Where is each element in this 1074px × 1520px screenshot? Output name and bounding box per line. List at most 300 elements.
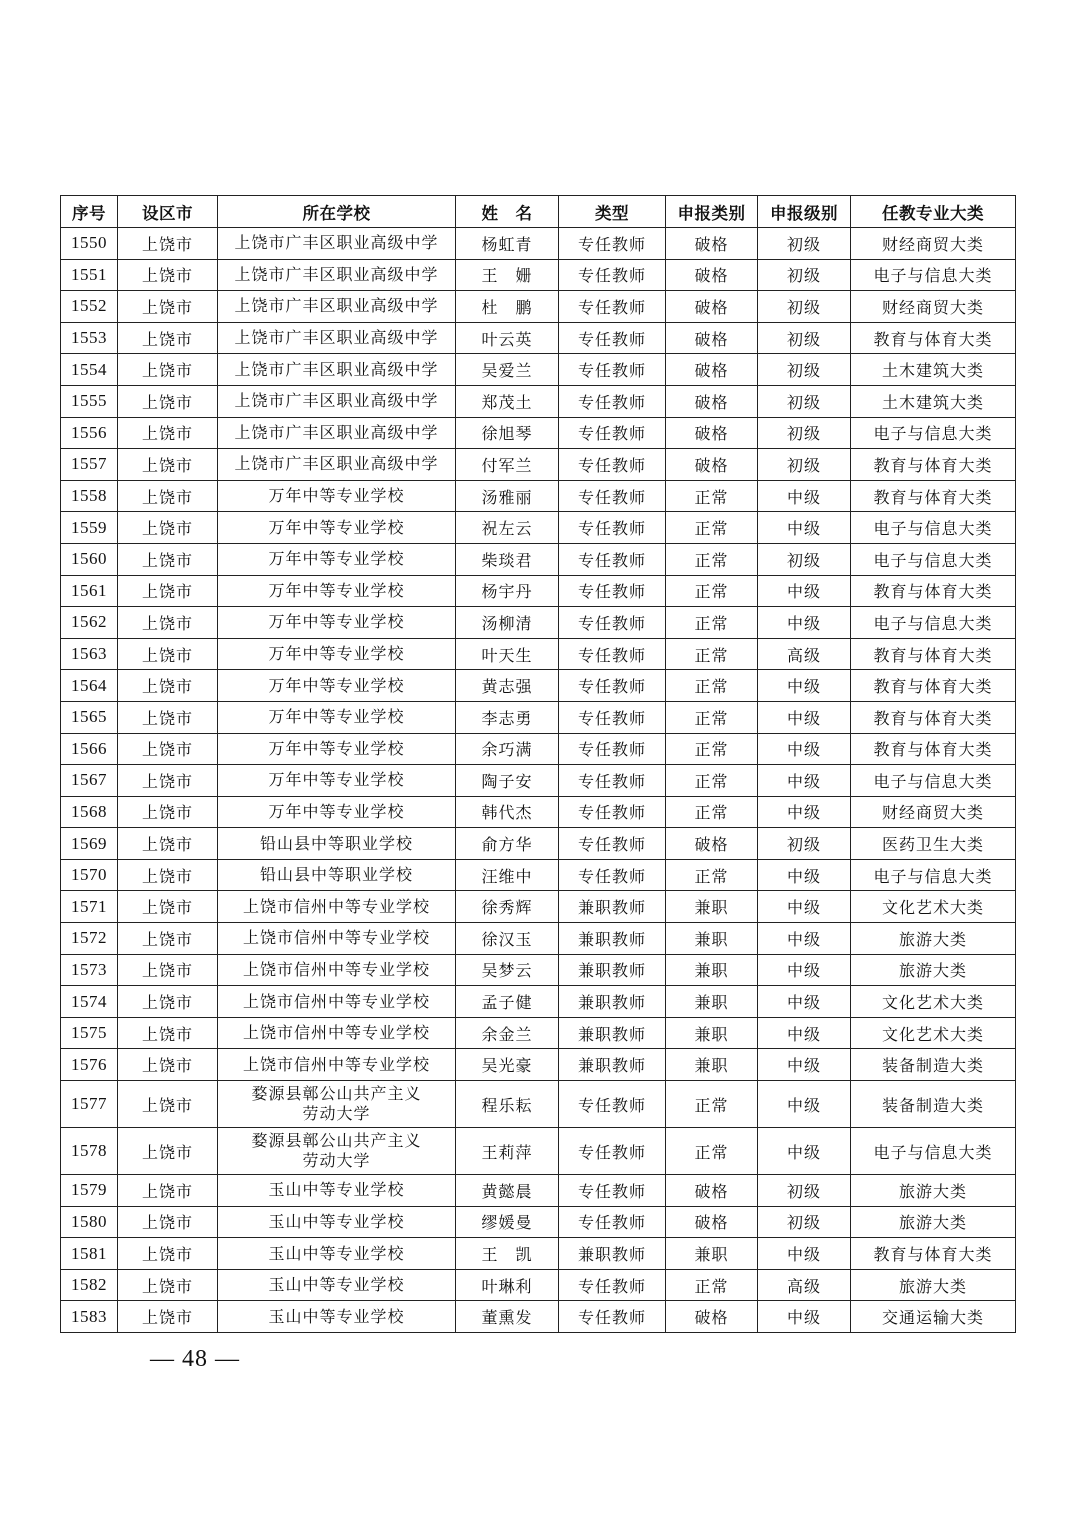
cell-type: 专任教师 [559,607,666,639]
cell-type: 专任教师 [559,670,666,702]
cell-school [218,1049,456,1081]
cell-major: 教育与体育大类 [851,575,1016,607]
cell-level: 初级 [758,1206,851,1238]
cell-major: 电子与信息大类 [851,512,1016,544]
cell-name: 汤柳清 [456,607,559,639]
cell-level: 初级 [758,828,851,860]
school-line: 上饶市信州中等专业学校 [242,1023,430,1043]
cell-city: 上饶市 [118,923,218,955]
cell-level: 初级 [758,259,851,291]
cell-school [218,291,456,323]
cell-level: 中级 [758,986,851,1018]
cell-category: 兼职 [666,954,758,986]
cell-major: 旅游大类 [851,1206,1016,1238]
cell-category: 破格 [666,228,758,260]
cell-category: 正常 [666,575,758,607]
cell-serial: 1557 [61,449,118,481]
table-row [61,607,1016,639]
school-line: 上饶市广丰区职业高级中学 [234,296,439,316]
cell-school [218,543,456,575]
cell-category: 正常 [666,765,758,797]
cell-school [218,417,456,449]
cell-category: 兼职 [666,891,758,923]
cell-level: 初级 [758,449,851,481]
cell-name: 徐秀辉 [456,891,559,923]
cell-level: 中级 [758,891,851,923]
cell-major: 教育与体育大类 [851,733,1016,765]
cell-serial: 1575 [61,1017,118,1049]
table-row [61,1206,1016,1238]
cell-city: 上饶市 [118,701,218,733]
cell-name: 付军兰 [456,449,559,481]
table-row [61,1017,1016,1049]
cell-major: 教育与体育大类 [851,480,1016,512]
cell-category: 破格 [666,828,758,860]
header-type: 类型 [559,196,666,228]
cell-city: 上饶市 [118,796,218,828]
cell-name: 俞方华 [456,828,559,860]
cell-name: 李志勇 [456,701,559,733]
cell-serial: 1580 [61,1206,118,1238]
table-row [61,512,1016,544]
cell-level: 中级 [758,1301,851,1333]
cell-level: 中级 [758,859,851,891]
cell-category: 破格 [666,417,758,449]
table-row [61,1238,1016,1270]
cell-city: 上饶市 [118,449,218,481]
cell-name: 吴爱兰 [456,354,559,386]
cell-serial: 1574 [61,986,118,1018]
school-line: 万年中等专业学校 [268,675,405,695]
cell-school [218,1269,456,1301]
school-line: 万年中等专业学校 [268,612,405,632]
cell-major: 电子与信息大类 [851,1128,1016,1175]
cell-level: 初级 [758,543,851,575]
cell-major: 教育与体育大类 [851,322,1016,354]
school-line: 万年中等专业学校 [268,580,405,600]
table-row [61,701,1016,733]
cell-category: 破格 [666,259,758,291]
cell-type: 兼职教师 [559,923,666,955]
cell-level: 中级 [758,701,851,733]
cell-serial: 1554 [61,354,118,386]
school-line: 上饶市广丰区职业高级中学 [234,328,439,348]
cell-major: 财经商贸大类 [851,796,1016,828]
header-major: 任教专业大类 [851,196,1016,228]
cell-category: 正常 [666,512,758,544]
cell-type: 兼职教师 [559,891,666,923]
cell-city: 上饶市 [118,1269,218,1301]
header-row [61,196,1016,228]
cell-level: 初级 [758,322,851,354]
cell-serial: 1581 [61,1238,118,1270]
cell-name: 徐旭琴 [456,417,559,449]
cell-serial: 1571 [61,891,118,923]
cell-type: 专任教师 [559,512,666,544]
header-city: 设区市 [118,196,218,228]
header-school: 所在学校 [218,196,456,228]
table-row [61,354,1016,386]
cell-name: 叶云英 [456,322,559,354]
school-line: 婺源县鄣公山共产主义 [251,1131,422,1151]
cell-name: 杜 鹏 [456,291,559,323]
cell-type: 兼职教师 [559,986,666,1018]
cell-category: 正常 [666,543,758,575]
cell-type: 兼职教师 [559,954,666,986]
cell-serial: 1577 [61,1081,118,1128]
cell-major: 文化艺术大类 [851,1017,1016,1049]
cell-serial: 1558 [61,480,118,512]
school-line: 上饶市信州中等专业学校 [242,928,430,948]
cell-name: 徐汉玉 [456,923,559,955]
table-row [61,1175,1016,1207]
cell-school [218,1301,456,1333]
cell-school [218,796,456,828]
table-row [61,449,1016,481]
cell-level: 中级 [758,512,851,544]
cell-level: 中级 [758,1017,851,1049]
cell-school [218,1017,456,1049]
cell-city: 上饶市 [118,1017,218,1049]
cell-serial: 1563 [61,638,118,670]
table-row [61,1081,1016,1128]
cell-category: 破格 [666,291,758,323]
cell-school [218,1081,456,1128]
cell-category: 破格 [666,385,758,417]
cell-type: 专任教师 [559,1301,666,1333]
cell-school [218,385,456,417]
school-line: 上饶市广丰区职业高级中学 [234,454,439,474]
cell-city: 上饶市 [118,259,218,291]
cell-name: 董熏发 [456,1301,559,1333]
school-line: 上饶市广丰区职业高级中学 [234,233,439,253]
header-level: 申报级别 [758,196,851,228]
cell-level: 初级 [758,385,851,417]
cell-city: 上饶市 [118,1081,218,1128]
cell-school [218,765,456,797]
cell-level: 中级 [758,796,851,828]
cell-school [218,259,456,291]
cell-level: 中级 [758,923,851,955]
cell-type: 兼职教师 [559,1017,666,1049]
cell-school [218,228,456,260]
cell-major: 电子与信息大类 [851,417,1016,449]
table-row [61,259,1016,291]
cell-school [218,480,456,512]
table-row [61,291,1016,323]
cell-serial: 1566 [61,733,118,765]
cell-category: 正常 [666,638,758,670]
cell-type: 专任教师 [559,1206,666,1238]
cell-serial: 1565 [61,701,118,733]
cell-type: 专任教师 [559,1081,666,1128]
cell-name: 吴光豪 [456,1049,559,1081]
cell-city: 上饶市 [118,859,218,891]
cell-city: 上饶市 [118,322,218,354]
cell-name: 韩代杰 [456,796,559,828]
cell-level: 初级 [758,291,851,323]
cell-category: 破格 [666,322,758,354]
cell-level: 初级 [758,417,851,449]
cell-category: 兼职 [666,1017,758,1049]
cell-major: 装备制造大类 [851,1081,1016,1128]
cell-serial: 1556 [61,417,118,449]
cell-name: 孟子健 [456,986,559,1018]
cell-type: 专任教师 [559,417,666,449]
school-line: 玉山中等专业学校 [268,1180,405,1200]
cell-school [218,512,456,544]
cell-category: 兼职 [666,1238,758,1270]
cell-category: 破格 [666,354,758,386]
table-row [61,828,1016,860]
cell-city: 上饶市 [118,1206,218,1238]
school-line: 万年中等专业学校 [268,549,405,569]
school-line: 玉山中等专业学校 [268,1211,405,1231]
school-line: 玉山中等专业学校 [268,1243,405,1263]
header-serial: 序号 [61,196,118,228]
table-row [61,385,1016,417]
cell-name: 程乐耘 [456,1081,559,1128]
cell-city: 上饶市 [118,828,218,860]
cell-serial: 1551 [61,259,118,291]
school-line: 上饶市广丰区职业高级中学 [234,264,439,284]
cell-city: 上饶市 [118,291,218,323]
cell-type: 专任教师 [559,480,666,512]
cell-serial: 1578 [61,1128,118,1175]
cell-city: 上饶市 [118,765,218,797]
cell-major: 电子与信息大类 [851,607,1016,639]
table-row [61,765,1016,797]
cell-school [218,638,456,670]
cell-major: 旅游大类 [851,1175,1016,1207]
cell-level: 中级 [758,607,851,639]
cell-major: 装备制造大类 [851,1049,1016,1081]
table-row [61,670,1016,702]
table-row [61,322,1016,354]
cell-major: 旅游大类 [851,954,1016,986]
cell-serial: 1576 [61,1049,118,1081]
cell-category: 正常 [666,480,758,512]
school-line: 万年中等专业学校 [268,517,405,537]
cell-school [218,923,456,955]
cell-type: 专任教师 [559,1269,666,1301]
cell-type: 专任教师 [559,385,666,417]
cell-type: 专任教师 [559,291,666,323]
table-row [61,543,1016,575]
school-line: 上饶市信州中等专业学校 [242,1054,430,1074]
cell-school [218,670,456,702]
cell-serial: 1561 [61,575,118,607]
cell-serial: 1583 [61,1301,118,1333]
cell-serial: 1582 [61,1269,118,1301]
cell-serial: 1552 [61,291,118,323]
cell-major: 教育与体育大类 [851,670,1016,702]
cell-name: 黄志强 [456,670,559,702]
cell-type: 专任教师 [559,796,666,828]
cell-name: 王 姗 [456,259,559,291]
cell-type: 专任教师 [559,1175,666,1207]
cell-type: 专任教师 [559,575,666,607]
cell-level: 初级 [758,354,851,386]
cell-level: 初级 [758,228,851,260]
cell-category: 正常 [666,1081,758,1128]
cell-level: 中级 [758,733,851,765]
school-line: 万年中等专业学校 [268,644,405,664]
cell-major: 教育与体育大类 [851,701,1016,733]
table-row [61,575,1016,607]
cell-major: 文化艺术大类 [851,986,1016,1018]
cell-type: 专任教师 [559,354,666,386]
cell-serial: 1562 [61,607,118,639]
cell-level: 初级 [758,1175,851,1207]
cell-major: 医药卫生大类 [851,828,1016,860]
cell-level: 中级 [758,1081,851,1128]
cell-name: 杨虹青 [456,228,559,260]
cell-category: 兼职 [666,986,758,1018]
cell-city: 上饶市 [118,385,218,417]
cell-city: 上饶市 [118,607,218,639]
cell-city: 上饶市 [118,670,218,702]
cell-school [218,701,456,733]
cell-name: 陶子安 [456,765,559,797]
cell-category: 正常 [666,733,758,765]
school-line: 万年中等专业学校 [268,770,405,790]
cell-category: 正常 [666,796,758,828]
cell-name: 汪维中 [456,859,559,891]
school-line: 玉山中等专业学校 [268,1275,405,1295]
school-line: 万年中等专业学校 [268,486,405,506]
table-row [61,638,1016,670]
table-header [61,196,1016,228]
cell-major: 电子与信息大类 [851,765,1016,797]
cell-category: 破格 [666,1175,758,1207]
cell-category: 正常 [666,1269,758,1301]
cell-type: 专任教师 [559,322,666,354]
cell-name: 汤雅丽 [456,480,559,512]
cell-school [218,891,456,923]
school-line: 上饶市信州中等专业学校 [242,991,430,1011]
cell-city: 上饶市 [118,354,218,386]
header-name: 姓 名 [456,196,559,228]
cell-level: 中级 [758,670,851,702]
cell-school [218,1175,456,1207]
cell-category: 正常 [666,1128,758,1175]
cell-name: 黄懿晨 [456,1175,559,1207]
cell-name: 郑茂土 [456,385,559,417]
header-category: 申报类别 [666,196,758,228]
cell-city: 上饶市 [118,954,218,986]
cell-name: 王 凯 [456,1238,559,1270]
cell-city: 上饶市 [118,1049,218,1081]
cell-name: 叶天生 [456,638,559,670]
cell-type: 专任教师 [559,543,666,575]
cell-school [218,733,456,765]
school-line: 劳动大学 [302,1151,371,1171]
school-line: 万年中等专业学校 [268,738,405,758]
cell-major: 教育与体育大类 [851,638,1016,670]
cell-type: 专任教师 [559,638,666,670]
cell-type: 兼职教师 [559,1049,666,1081]
cell-school [218,607,456,639]
cell-category: 正常 [666,670,758,702]
cell-serial: 1567 [61,765,118,797]
cell-name: 吴梦云 [456,954,559,986]
cell-city: 上饶市 [118,228,218,260]
table-row [61,859,1016,891]
cell-level: 中级 [758,954,851,986]
cell-school [218,828,456,860]
cell-type: 专任教师 [559,259,666,291]
cell-type: 专任教师 [559,701,666,733]
cell-serial: 1555 [61,385,118,417]
cell-city: 上饶市 [118,1128,218,1175]
school-line: 婺源县鄣公山共产主义 [251,1084,422,1104]
cell-city: 上饶市 [118,543,218,575]
table-row [61,480,1016,512]
cell-name: 柴琰君 [456,543,559,575]
cell-category: 正常 [666,607,758,639]
table-row [61,1128,1016,1175]
cell-school [218,354,456,386]
cell-serial: 1573 [61,954,118,986]
cell-category: 兼职 [666,1049,758,1081]
table-row [61,1269,1016,1301]
cell-serial: 1568 [61,796,118,828]
cell-school [218,322,456,354]
cell-category: 正常 [666,701,758,733]
cell-major: 教育与体育大类 [851,1238,1016,1270]
table-row [61,1301,1016,1333]
table-row [61,891,1016,923]
school-line: 上饶市信州中等专业学校 [242,959,430,979]
roster-table [60,195,1016,1333]
cell-serial: 1550 [61,228,118,260]
cell-major: 电子与信息大类 [851,859,1016,891]
school-line: 万年中等专业学校 [268,801,405,821]
cell-city: 上饶市 [118,480,218,512]
cell-name: 缪媛曼 [456,1206,559,1238]
school-line: 万年中等专业学校 [268,707,405,727]
cell-category: 正常 [666,859,758,891]
cell-name: 余金兰 [456,1017,559,1049]
cell-city: 上饶市 [118,1238,218,1270]
cell-city: 上饶市 [118,575,218,607]
cell-city: 上饶市 [118,1301,218,1333]
cell-city: 上饶市 [118,733,218,765]
table-row [61,1049,1016,1081]
cell-name: 叶琳利 [456,1269,559,1301]
cell-school [218,859,456,891]
cell-name: 祝左云 [456,512,559,544]
cell-city: 上饶市 [118,417,218,449]
cell-major: 土木建筑大类 [851,354,1016,386]
school-line: 上饶市信州中等专业学校 [242,896,430,916]
cell-level: 中级 [758,480,851,512]
cell-school [218,1128,456,1175]
table-row [61,417,1016,449]
cell-school [218,1238,456,1270]
cell-type: 专任教师 [559,859,666,891]
cell-major: 土木建筑大类 [851,385,1016,417]
cell-serial: 1579 [61,1175,118,1207]
cell-category: 兼职 [666,923,758,955]
cell-type: 专任教师 [559,828,666,860]
cell-category: 破格 [666,449,758,481]
cell-major: 财经商贸大类 [851,228,1016,260]
table-row [61,796,1016,828]
cell-name: 杨宇丹 [456,575,559,607]
school-line: 上饶市广丰区职业高级中学 [234,391,439,411]
